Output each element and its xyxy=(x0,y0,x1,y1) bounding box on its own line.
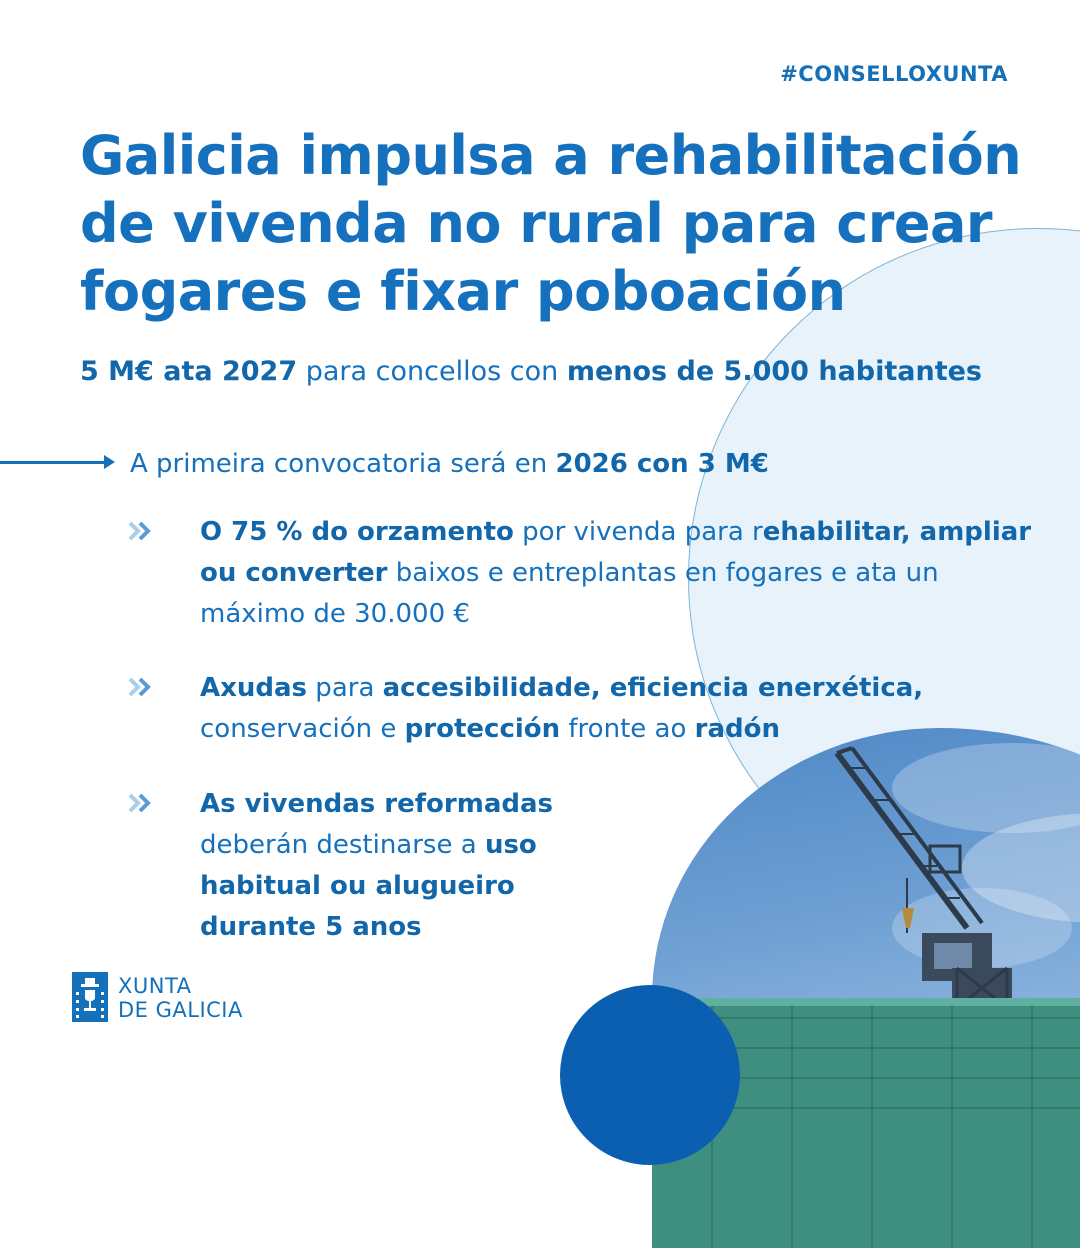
bullet-bold: accesibilidade, eficiencia enerxética, xyxy=(382,673,924,703)
arrow-right-icon xyxy=(0,461,110,464)
bullet-normal: conservación e xyxy=(200,714,405,744)
xunta-logo xyxy=(72,972,272,1024)
bullet-bold: As vivendas reformadas xyxy=(200,789,554,819)
decorative-blue-circle xyxy=(560,985,740,1165)
logo-line-2: DE GALICIA xyxy=(118,998,243,1022)
double-chevron-right-icon xyxy=(128,520,154,542)
bullet-normal: para xyxy=(307,673,383,703)
bullet-bold: radón xyxy=(694,714,780,744)
subtitle-bold-amount: 5 M€ ata 2027 xyxy=(80,356,298,387)
bullet-bold: ehabilitar, ampliar ou converter xyxy=(200,517,1032,588)
logo-line-1: XUNTA xyxy=(118,974,192,998)
subtitle-text: para concellos con xyxy=(297,356,567,387)
double-chevron-right-icon xyxy=(128,792,154,814)
logo-text xyxy=(118,974,243,1022)
subtitle xyxy=(80,352,1070,392)
bullet-bold: uso habitual ou alugueiro durante 5 anos xyxy=(200,830,537,942)
bullet-bold: O 75 % do orzamento xyxy=(200,517,514,547)
bullet-text xyxy=(200,784,630,948)
bullet-text xyxy=(200,512,1040,635)
bullet-normal: deberán destinarse a xyxy=(200,830,485,860)
main-point xyxy=(130,444,769,484)
bullet-normal: por vivenda para r xyxy=(513,517,763,547)
double-chevron-right-icon xyxy=(128,676,154,698)
main-point-text: A primeira convocatoria será en xyxy=(130,449,556,479)
subtitle-bold-population: menos de 5.000 habitantes xyxy=(566,356,983,387)
bullet-normal: baixos e entreplantas en fogares e ata un máximo de 30.000 € xyxy=(200,558,939,629)
bullet-text xyxy=(200,668,1040,750)
bullet-bold: Axudas xyxy=(200,673,308,703)
bullet-bold: protección xyxy=(404,714,561,744)
main-point-bold: 2026 con 3 M€ xyxy=(555,449,769,479)
crane-photo xyxy=(652,728,1080,1248)
galicia-coat-of-arms-icon xyxy=(72,972,108,1022)
hashtag-label: #CONSELLOXUNTA xyxy=(780,62,1008,86)
arrow-head-icon xyxy=(104,455,115,469)
page-title: Galicia impulsa a rehabilitación de vivenda no rural para crear fogares e fixar poboación xyxy=(80,124,1022,323)
bullet-normal: fronte ao xyxy=(560,714,695,744)
